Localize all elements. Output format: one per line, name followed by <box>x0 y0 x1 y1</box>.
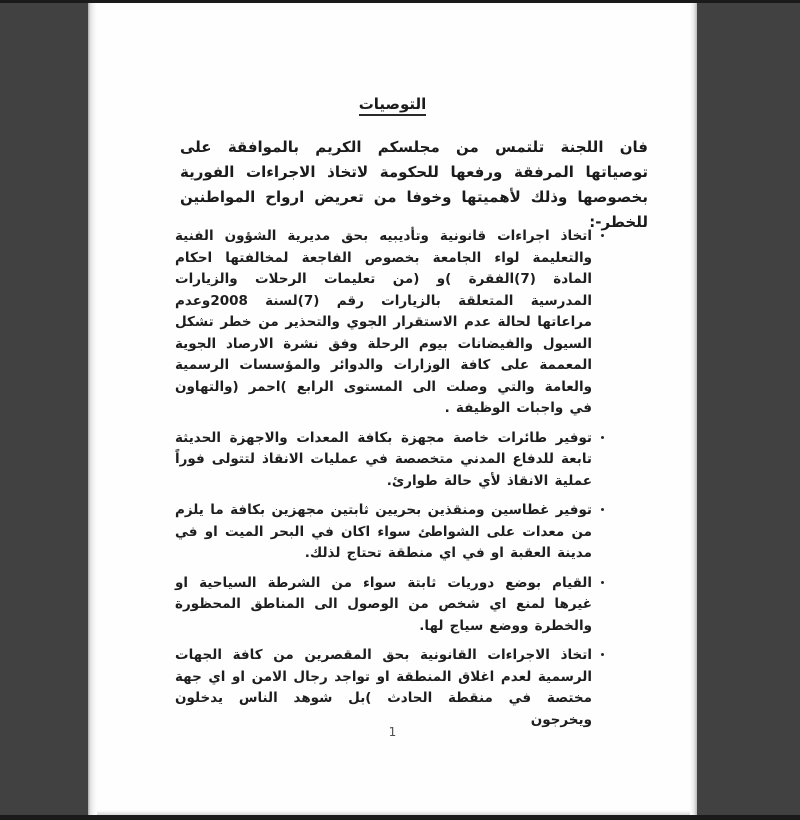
list-item <box>175 645 592 731</box>
page-right-edge-shadow <box>690 3 697 815</box>
list-item <box>175 500 592 565</box>
list-item-text: توفير غطاسين ومنقذين بحريين ثابتين مجهزين بكافة ما يلزم من معدات على الشواطئ سواء اكان في البحر الميت او في مدينة العقبة او في اي منطقة تحتاج لذلك. <box>175 502 592 561</box>
list-item <box>175 428 592 493</box>
document-page <box>88 3 697 815</box>
window-bottom-edge <box>0 815 800 820</box>
bullet-dot-icon <box>601 234 604 237</box>
bullet-dot-icon <box>601 508 604 511</box>
list-item-text: اتخاذ الاجراءات القانونية بحق المقصرين من كافة الجهات الرسمية لعدم اغلاق المنطقة او تواجد رجال الامن او اي جهة مختصة في منقطة الحادث )بل شوهد الناس يدخلون ويخرجون <box>175 647 592 728</box>
list-item-text: توفير طائرات خاصة مجهزة بكافة المعدات والاجهزة الحديثة تابعة للدفاع المدني متخصصة في عمليات الانقاذ لتتولى فوراً عملية الانقاذ لأي حالة طوارئ. <box>175 429 592 489</box>
recommendations-list <box>175 226 592 739</box>
intro-paragraph: فان اللجنة تلتمس من مجلسكم الكريم بالموافقة على توصياتها المرفقة ورفعها للحكومة لاتخاذ الاجراءات الفورية بخصوصها وذلك لأهميتها وخوفا من تعريض ارواح المواطنين للخطر-: <box>180 138 648 231</box>
list-item-text: اتخاذ اجراءات قانونية وتأديبيه بحق مديرية الشؤون الفنية والتعليمة لواء الجامعة بخصوص الفاجعة لمخالفتها احكام المادة (7)الفقرة )و (من تعليمات الرحلات والزيارات المدرسية المتعلقة بالزيارات رقم (7)لسنة 2008وعدم مراعاتها لحالة عدم الاستقرار الجوي والتحذير من خطر تشكل السيول والفيضانات بيوم الرحلة وفق نشرة الارصاد الجوية المعممة على كافة الوزارات والدوائر والمؤسسات الرسمية والعامة والتي وصلت الى المستوى الرابع )احمر (والتهاون في واجبات الوظيفة . <box>175 228 592 416</box>
bullet-dot-icon <box>601 581 604 584</box>
list-item <box>175 573 592 638</box>
bullet-dot-icon <box>601 653 604 656</box>
bullet-dot-icon <box>601 436 604 439</box>
page-title <box>88 95 697 113</box>
page-title-text: التوصيات <box>359 95 427 116</box>
list-item-text: القيام بوضع دوريات ثابتة سواء من الشرطة السياحية او غيرها لمنع اي شخص من الوصول الى المناطق المحظورة والخطرة ووضع سياج لها. <box>175 574 592 634</box>
list-item <box>175 226 592 420</box>
page-left-edge-shadow <box>88 3 97 815</box>
window-top-edge <box>0 0 800 3</box>
page-number: 1 <box>388 725 397 739</box>
